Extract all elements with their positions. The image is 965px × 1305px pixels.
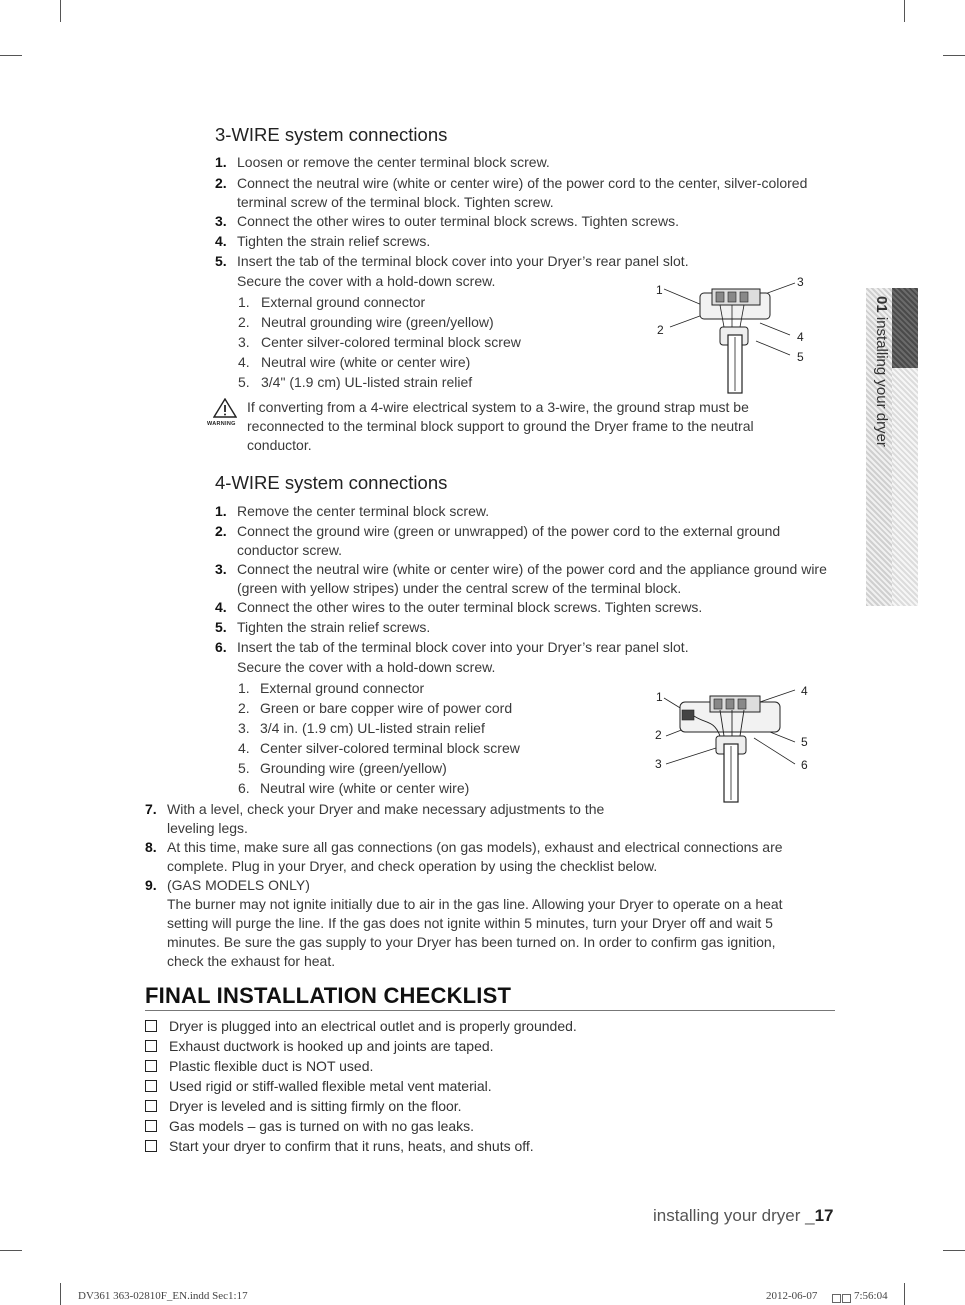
step-number: 5. [215, 619, 227, 635]
step-number: 4. [215, 233, 227, 249]
callout-3wire-1: 1 [656, 283, 663, 297]
section-3wire-title: 3-WIRE system connections [215, 124, 448, 145]
checkbox-icon[interactable] [145, 1020, 157, 1032]
step-text: With a level, check your Dryer and make necessary adjustments to the leveling legs. [167, 801, 605, 836]
step-number: 1. [215, 503, 227, 519]
warning-text: If converting from a 4-wire electrical system to a 3-wire, the ground strap must be reconnected to the terminal block support to ground the Dryer frame to the neutral conductor. [247, 399, 754, 453]
part-item: 6. Neutral wire (white or center wire) [238, 780, 470, 796]
step-number: 2. [215, 175, 227, 191]
step-4wire-6 [215, 638, 835, 657]
terminal-block-diagram-3wire [650, 275, 810, 395]
secure-cover-text-4wire: Secure the cover with a hold-down screw. [237, 659, 496, 675]
step-4wire-2 [215, 522, 815, 560]
step-number: 7. [145, 801, 157, 817]
section-4wire-title: 4-WIRE system connections [215, 472, 448, 493]
step-3wire-4 [215, 232, 835, 251]
part-item: 2. Green or bare copper wire of power cord [238, 700, 513, 716]
step-3wire-5 [215, 252, 835, 271]
crop-mark [943, 55, 965, 56]
checkbox-icon[interactable] [145, 1040, 157, 1052]
part-list-3wire [238, 292, 521, 392]
step-4wire-4 [215, 598, 835, 617]
divider [145, 1010, 835, 1011]
page-number: 17 [814, 1206, 834, 1225]
part-item: 4. Center silver-colored terminal block screw [238, 740, 520, 756]
step-number: 5. [215, 253, 227, 269]
step-number: 4. [215, 599, 227, 615]
step-9 [145, 876, 810, 971]
page-footer [653, 1206, 834, 1226]
step-3wire-1 [215, 153, 835, 172]
crop-mark [60, 0, 61, 22]
callout-3wire-3: 3 [797, 275, 804, 289]
part-item: 5. 3/4" (1.9 cm) UL-listed strain relief [238, 374, 473, 390]
checkbox-icon[interactable] [145, 1060, 157, 1072]
step-text: (GAS MODELS ONLY) [167, 877, 310, 893]
callout-4wire-3: 3 [655, 757, 662, 771]
warning-label: WARNING [207, 421, 236, 427]
step-3wire-2 [215, 174, 835, 212]
checkbox-icon[interactable] [145, 1120, 157, 1132]
step-text: Insert the tab of the terminal block cover into your Dryer’s rear panel slot. [237, 639, 689, 655]
placeholder-glyph [842, 1294, 851, 1303]
step-text: At this time, make sure all gas connections (on gas models), exhaust and electrical connections are complete. Plug in your Dryer, and check operation by using the checklist below. [167, 839, 783, 874]
footer-section-label: installing your dryer _ [653, 1206, 815, 1225]
step-number: 8. [145, 839, 157, 855]
terminal-block-diagram-4wire [650, 680, 810, 805]
chapter-side-tab[interactable] [866, 288, 918, 606]
checklist-item: Used rigid or stiff-walled flexible metal vent material. [145, 1076, 492, 1096]
callout-4wire-6: 6 [801, 758, 808, 772]
part-item: 3. 3/4 in. (1.9 cm) UL-listed strain relief [238, 720, 485, 736]
step-3wire-3 [215, 212, 835, 231]
step-text: Connect the other wires to outer terminal block screws. Tighten screws. [237, 213, 679, 229]
checklist-item: Gas models – gas is turned on with no gas leaks. [145, 1116, 474, 1136]
checklist-item: Start your dryer to confirm that it runs, heats, and shuts off. [145, 1136, 534, 1156]
checklist-item: Dryer is plugged into an electrical outlet and is properly grounded. [145, 1016, 577, 1036]
checklist-item: Plastic flexible duct is NOT used. [145, 1056, 373, 1076]
part-item: 1. External ground connector [238, 294, 426, 310]
step-number: 2. [215, 523, 227, 539]
crop-mark [904, 0, 905, 22]
print-time: 7:56:04 [854, 1290, 888, 1302]
callout-4wire-4: 4 [801, 684, 808, 698]
step-text: The burner may not ignite initially due to air in the gas line. Allowing your Dryer to operate on a heat setting will purge the line. If the gas does not ignite within 5 minutes, turn your Dryer off and wait 5 minutes. Be sure the gas supply to your Dryer has been turned on. In order to confirm gas ignition, check the exhaust for heat. [167, 896, 783, 969]
checkbox-icon[interactable] [145, 1140, 157, 1152]
step-text: Remove the center terminal block screw. [237, 503, 490, 519]
step-4wire-3 [215, 560, 835, 598]
step-4wire-5 [215, 618, 835, 637]
callout-3wire-4: 4 [797, 330, 804, 344]
step-4wire-1 [215, 502, 835, 521]
step-7 [145, 800, 625, 838]
part-item: 2. Neutral grounding wire (green/yellow) [238, 314, 494, 330]
crop-mark [60, 1283, 61, 1305]
callout-4wire-1: 1 [656, 690, 663, 704]
callout-4wire-5: 5 [801, 735, 808, 749]
side-tab-dark-block [892, 288, 918, 368]
part-item: 1. External ground connector [238, 680, 425, 696]
callout-3wire-2: 2 [657, 323, 664, 337]
part-item: 3. Center silver-colored terminal block screw [238, 334, 521, 350]
step-text: Connect the ground wire (green or unwrapped) of the power cord to the external ground conductor screw. [237, 523, 781, 558]
checklist-item: Exhaust ductwork is hooked up and joints are taped. [145, 1036, 494, 1056]
step-number: 3. [215, 213, 227, 229]
file-info: DV361 363-02810F_EN.indd Sec1:17 [78, 1290, 248, 1302]
step-number: 3. [215, 561, 227, 577]
step-text: Tighten the strain relief screws. [237, 233, 431, 249]
crop-mark [0, 1250, 22, 1251]
step-8 [145, 838, 810, 876]
checkbox-icon[interactable] [145, 1080, 157, 1092]
checklist-item: Dryer is leveled and is sitting firmly on the floor. [145, 1096, 462, 1116]
crop-mark [904, 1283, 905, 1305]
step-number: 1. [215, 154, 227, 170]
placeholder-glyph [832, 1294, 841, 1303]
checkbox-icon[interactable] [145, 1100, 157, 1112]
print-date: 2012-06-07 [766, 1290, 818, 1302]
warning-icon [213, 398, 237, 418]
callout-3wire-5: 5 [797, 350, 804, 364]
part-list-4wire [238, 678, 520, 798]
side-tab-light-block [892, 368, 918, 606]
part-item: 5. Grounding wire (green/yellow) [238, 760, 447, 776]
side-tab-label: 01 installing your dryer [873, 296, 890, 447]
step-text: Connect the other wires to the outer terminal block screws. Tighten screws. [237, 599, 703, 615]
step-text: Insert the tab of the terminal block cover into your Dryer’s rear panel slot. [237, 253, 689, 269]
step-number: 9. [145, 877, 157, 893]
crop-mark [0, 55, 22, 56]
checklist-title: FINAL INSTALLATION CHECKLIST [145, 983, 512, 1008]
part-item: 4. Neutral wire (white or center wire) [238, 354, 471, 370]
step-text: Connect the neutral wire (white or center wire) of the power cord and the appliance ground wire (green with yellow stripes) under the central screw of the terminal block. [237, 561, 827, 596]
step-text: Connect the neutral wire (white or center wire) of the power cord to the center, silver-colored terminal screw of the terminal block. Tighten screw. [237, 175, 808, 210]
step-text: Tighten the strain relief screws. [237, 619, 431, 635]
crop-mark [943, 1250, 965, 1251]
step-text: Loosen or remove the center terminal block screw. [237, 154, 550, 170]
secure-cover-text-3wire: Secure the cover with a hold-down screw. [237, 273, 496, 289]
callout-4wire-2: 2 [655, 728, 662, 742]
step-number: 6. [215, 639, 227, 655]
